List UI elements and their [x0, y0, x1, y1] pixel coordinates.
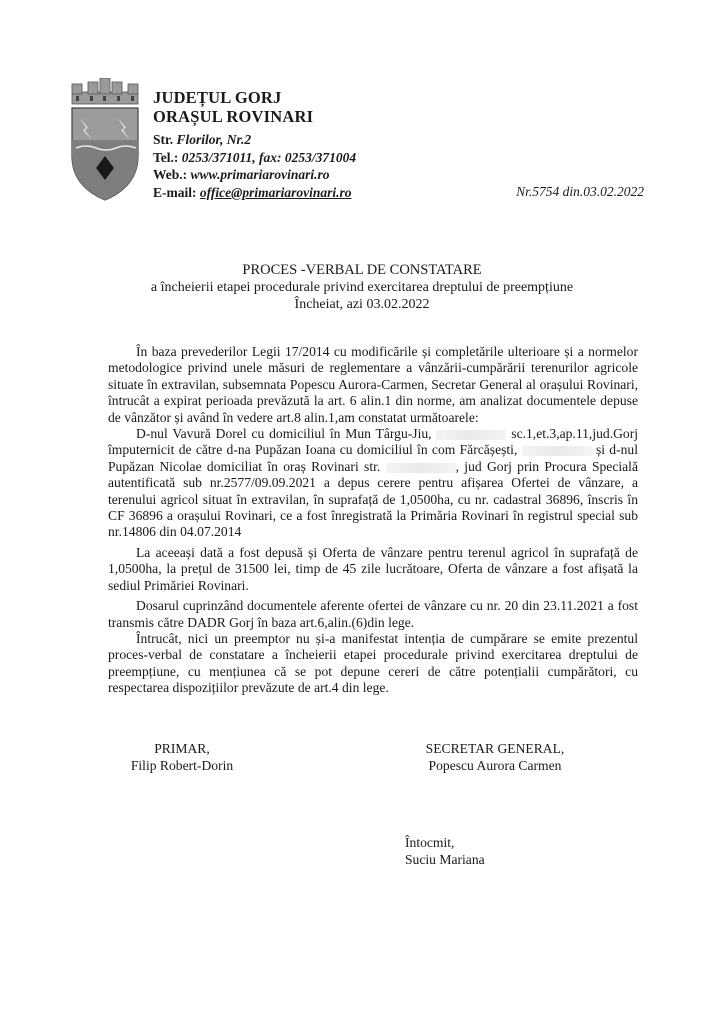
redacted-address [436, 430, 506, 440]
web-line: Web.: www.primariarovinari.ro [153, 167, 330, 183]
document-subtitle: a încheierii etapei procedurale privind exercitarea dreptului de preempțiune [150, 280, 574, 295]
mayor-signature-block [112, 740, 252, 774]
document-body [108, 344, 638, 697]
document-date-line: Încheiat, azi 03.02.2022 [294, 297, 430, 312]
document-title: PROCES -VERBAL DE CONSTATARE [242, 262, 482, 278]
secretary-signature-block [415, 740, 575, 774]
email-line: E-mail: office@primariarovinari.ro [153, 184, 352, 200]
redacted-address [386, 463, 456, 473]
town-name: ORAȘUL ROVINARI [153, 107, 314, 126]
secretary-title: SECRETAR GENERAL, [425, 741, 565, 756]
mayor-title: PRIMAR, [154, 741, 210, 756]
contact-block [153, 131, 356, 201]
redacted-address [522, 446, 592, 456]
paragraph-conclusion: Întrucât, nici un preemptor nu și-a manifestat intenția de cumpărare se emite prezentul proces-verbal de constatare a încheierii etapei procedurale privind exercitarea dreptului de preempțiune, cu mențiunea că se pot depune cereri de către potențialii cumpărători, cu respectarea dispozițiilor prevăzute de art.4 din lege. [108, 630, 638, 696]
registration-number: Nr.5754 din.03.02.2022 [516, 184, 644, 199]
paragraph-file: Dosarul cuprinzând documentele aferente ofertei de vânzare cu nr. 20 din 23.11.2021 a fost transmis către DADR Gorj în baza art.6,alin.(6)din lege. [108, 598, 638, 630]
paragraph-legal-basis: În baza prevederilor Legii 17/2014 cu modificările și completările ulterioare și a normelor metodologice privind unele măsuri de reglementare a vânzării-cumpărării terenurilor agricole situate în extravilan, subsemnata Popescu Aurora-Carmen, Secretar General al orașului Rovinari, întrucât a expirat perioada prevăzută la art. 6 alin.1 din norme, am analizat documentele depuse de vânzător și având în vedere art.8 alin.1,am constatat următoarele: [108, 344, 638, 425]
organization-name [153, 88, 313, 126]
drafted-name: Suciu Mariana [405, 852, 485, 867]
coat-of-arms-icon [66, 78, 144, 202]
drafted-by-block [405, 834, 515, 868]
email-link[interactable]: office@primariarovinari.ro [199, 184, 352, 200]
county-name: JUDEȚUL GORJ [153, 88, 282, 107]
phone-value: 0253/371011, fax: 0253/371004 [181, 149, 357, 165]
mayor-name: Filip Robert-Dorin [130, 758, 234, 773]
street-value: Florilor, Nr.2 [176, 132, 252, 147]
phone-line: Tel.: 0253/371011, fax: 0253/371004 [153, 149, 357, 165]
paragraph-offer: La aceeași dată a fost depusă și Oferta de vânzare pentru terenul agricol în suprafață de 1,0500ha, la prețul de 31500 lei, timp de 45 zile lucrătoare, Oferta de vânzare a fost afișată la sediul Primăriei Rovinari. [108, 544, 638, 593]
web-link[interactable]: www.primariarovinari.ro [190, 167, 330, 183]
address-line: Str. Florilor, Nr.2 [153, 132, 252, 147]
secretary-name: Popescu Aurora Carmen [428, 758, 562, 773]
drafted-title: Întocmit, [405, 835, 455, 850]
paragraph-seller: D-nul Vavură Dorel cu domiciliul în Mun Târgu-Jiu, sc.1,et.3,ap.11,jud.Gorj împuternicit de către d-na Pupăzan Ioana cu domiciliul în com Fărcășești, și d-nul Pupăzan Nicolae domiciliat în oraș Rovinari str. , jud Gorj prin Procura Specială autentificată sub nr.2577/09.09.2021 a depus cerere pentru afișarea Ofertei de vânzare, a terenului agricol situat în extravilan, în suprafață de 1,0500ha, cu nr. cadastral 36896, înscris în CF 36896 a orașului Rovinari, ce a fost înregistrată la Primăria Rovinari în registrul special sub nr.14806 din 04.07.2014 [108, 426, 639, 540]
